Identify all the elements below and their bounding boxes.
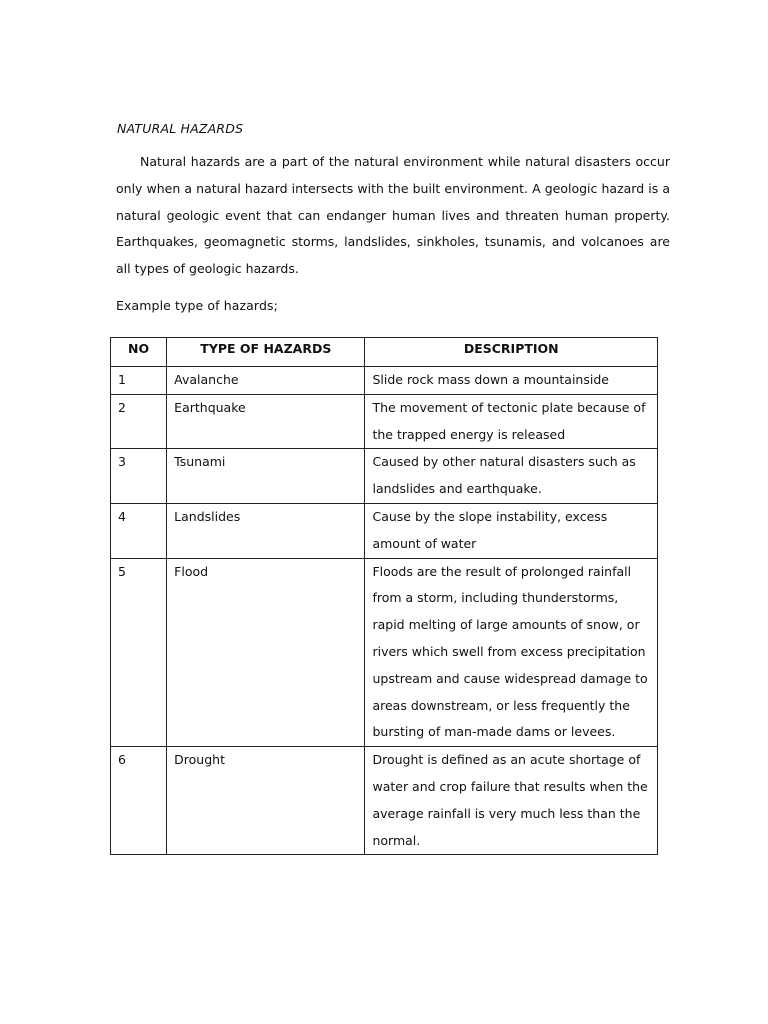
header-no: NO — [111, 338, 167, 367]
cell-type: Avalanche — [167, 367, 365, 395]
cell-description: Floods are the result of prolonged rainfall from a storm, including thunderstorms, rapid melting of large amounts of snow, or rivers which swell from excess precipitation upstream and cause widespread damage to areas downstream, or less frequently the bursting of man-made dams or levees. — [365, 558, 658, 747]
table-row — [111, 558, 658, 747]
table-row — [111, 394, 658, 449]
cell-no: 5 — [111, 558, 167, 747]
cell-type: Earthquake — [167, 394, 365, 449]
intro-paragraph: Natural hazards are a part of the natural environment while natural disasters occur only when a natural hazard intersects with the built environment. A geologic hazard is a natural geologic event that can endanger human lives and threaten human property. Earthquakes, geomagnetic storms, landslides, sinkholes, tsunamis, and volcanoes are all types of geologic hazards. — [116, 154, 670, 277]
cell-no: 2 — [111, 394, 167, 449]
table-header-row — [111, 338, 658, 367]
example-heading: Example type of hazards; — [116, 298, 278, 313]
cell-type: Flood — [167, 558, 365, 747]
cell-no: 1 — [111, 367, 167, 395]
table-row — [111, 367, 658, 395]
table-row — [111, 449, 658, 504]
table-row — [111, 747, 658, 855]
cell-description: Cause by the slope instability, excess amount of water — [365, 503, 658, 558]
header-description: DESCRIPTION — [365, 338, 658, 367]
header-type: TYPE OF HAZARDS — [167, 338, 365, 367]
cell-no: 6 — [111, 747, 167, 855]
cell-description: Slide rock mass down a mountainside — [365, 367, 658, 395]
cell-description: Drought is defined as an acute shortage of water and crop failure that results when the average rainfall is very much less than the normal. — [365, 747, 658, 855]
cell-no: 3 — [111, 449, 167, 504]
cell-type: Landslides — [167, 503, 365, 558]
cell-no: 4 — [111, 503, 167, 558]
document-title: NATURAL HAZARDS — [117, 121, 244, 136]
table-row — [111, 503, 658, 558]
cell-description: Caused by other natural disasters such as landslides and earthquake. — [365, 449, 658, 504]
cell-type: Tsunami — [167, 449, 365, 504]
hazards-table — [110, 337, 658, 855]
cell-description: The movement of tectonic plate because of the trapped energy is released — [365, 394, 658, 449]
cell-type: Drought — [167, 747, 365, 855]
